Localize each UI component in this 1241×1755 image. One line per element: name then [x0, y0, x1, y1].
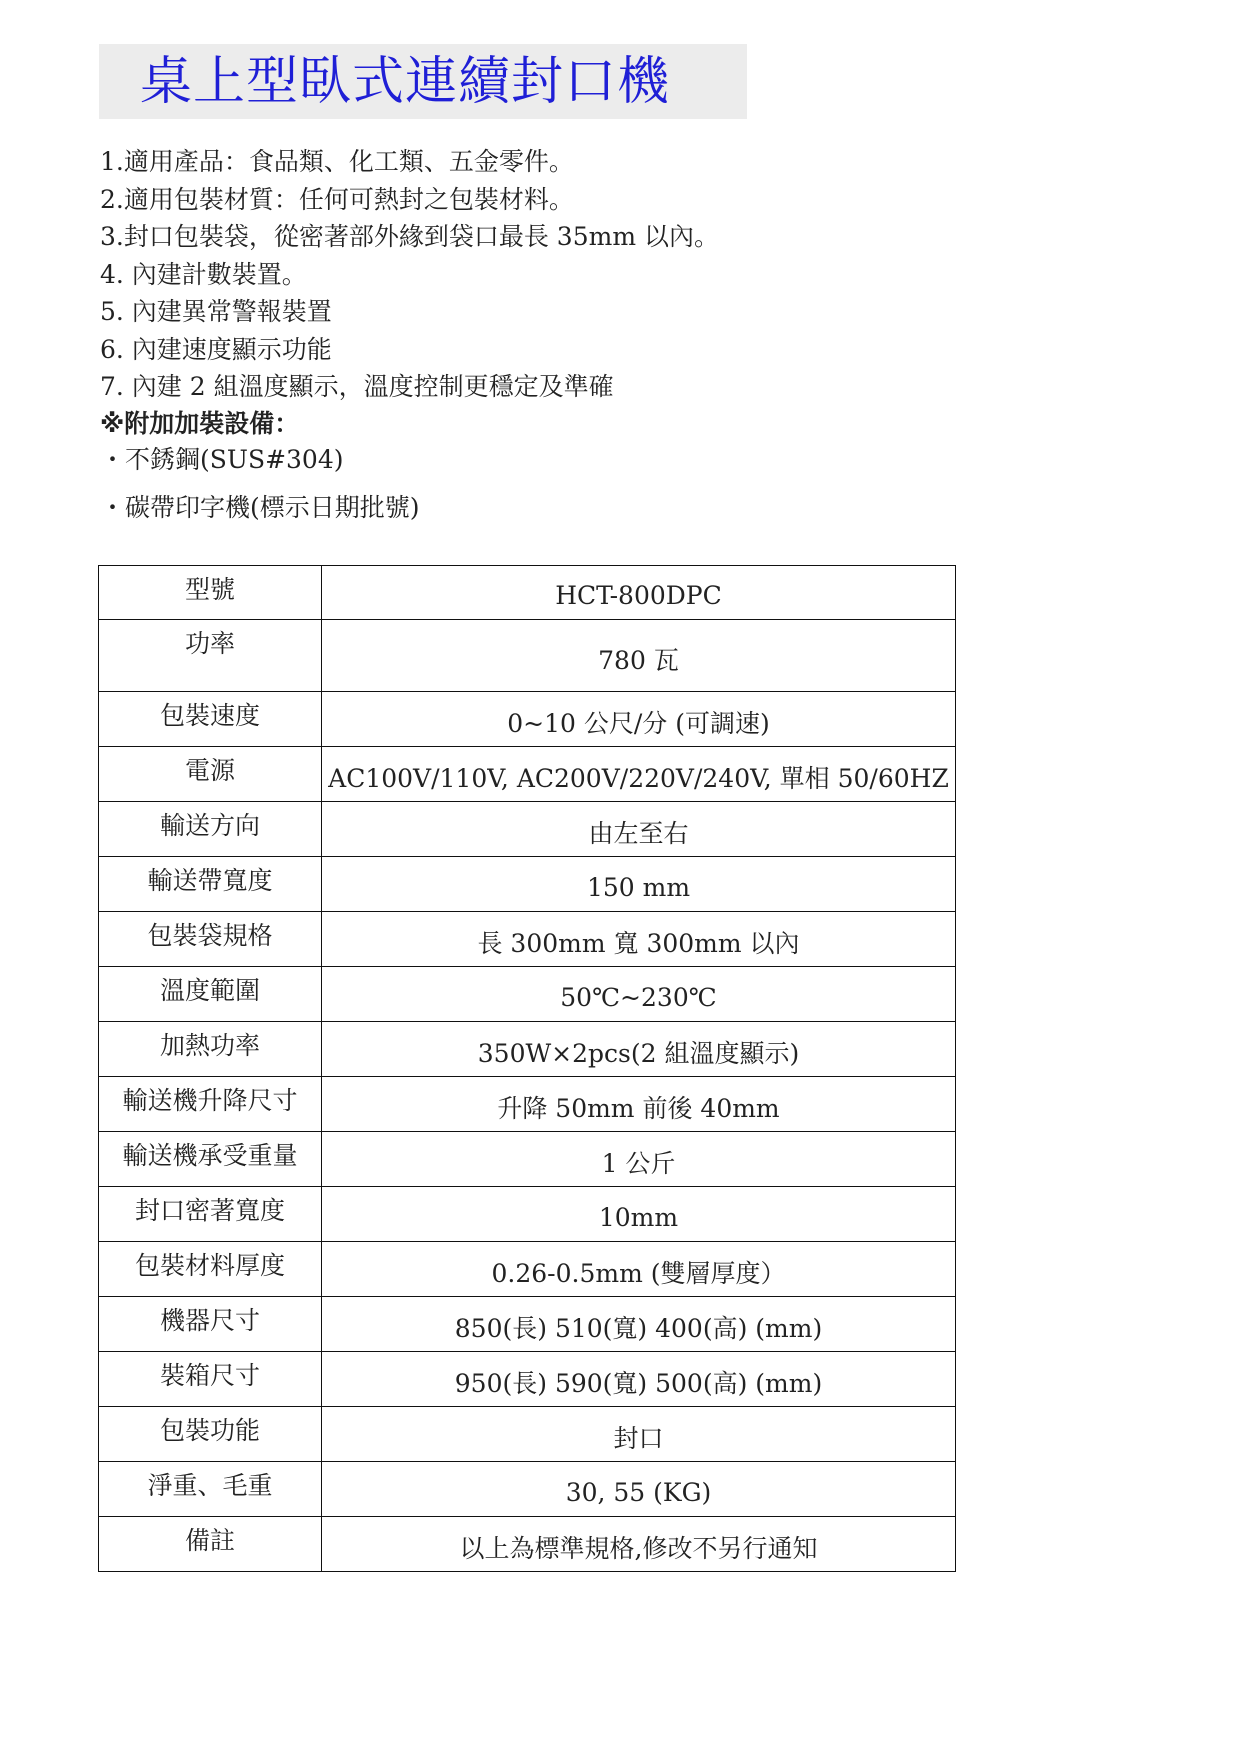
extra-item: ・不銹鋼(SUS#304): [100, 445, 344, 474]
spec-value: 0.26-0.5mm (雙層厚度）: [322, 1242, 956, 1297]
spec-value: 升降 50mm 前後 40mm: [322, 1077, 956, 1132]
table-row: [99, 967, 956, 1022]
table-row: [99, 566, 956, 620]
spec-label: 輸送機承受重量: [99, 1132, 322, 1187]
spec-value: 以上為標準規格,修改不另行通知: [322, 1517, 956, 1572]
table-row: [99, 1297, 956, 1352]
spec-label: 溫度範圍: [99, 967, 322, 1022]
table-row: [99, 620, 956, 692]
spec-table: [98, 565, 956, 1572]
spec-label: 輸送方向: [99, 802, 322, 857]
feature-item: 5. 內建異常警報裝置: [100, 297, 332, 326]
spec-value: 50℃~230℃: [322, 967, 956, 1022]
spec-label: 型號: [99, 566, 322, 620]
spec-value: 30, 55 (KG): [322, 1462, 956, 1517]
feature-item: 2.適用包裝材質：任何可熱封之包裝材料。: [100, 184, 574, 214]
feature-item: 1.適用產品：食品類、化工類、五金零件。: [100, 147, 574, 176]
table-row: [99, 1517, 956, 1572]
spec-value: HCT-800DPC: [322, 566, 956, 620]
table-row: [99, 692, 956, 747]
spec-value: 長 300mm 寬 300mm 以內: [322, 912, 956, 967]
spec-label: 機器尺寸: [99, 1297, 322, 1352]
table-row: [99, 802, 956, 857]
table-row: [99, 1077, 956, 1132]
feature-list: [100, 143, 1100, 406]
spec-value: 850(長) 510(寬) 400(高) (mm): [322, 1297, 956, 1352]
spec-label: 輸送帶寬度: [99, 857, 322, 912]
table-row: [99, 1187, 956, 1242]
feature-item: 6. 內建速度顯示功能: [100, 334, 332, 364]
spec-label: 電源: [99, 747, 322, 802]
spec-label: 包裝速度: [99, 692, 322, 747]
table-row: [99, 1242, 956, 1297]
spec-label: 包裝材料厚度: [99, 1242, 322, 1297]
spec-label: 封口密著寬度: [99, 1187, 322, 1242]
spec-value: 780 瓦: [322, 620, 956, 692]
spec-value: 950(長) 590(寬) 500(高) (mm): [322, 1352, 956, 1407]
table-row: [99, 1132, 956, 1187]
page-title: 桌上型臥式連續封口機: [140, 52, 671, 112]
table-row: [99, 1022, 956, 1077]
spec-value: 350W×2pcs(2 組溫度顯示): [322, 1022, 956, 1077]
spec-label: 裝箱尺寸: [99, 1352, 322, 1407]
spec-value: AC100V/110V, AC200V/220V/240V, 單相 50/60HZ: [322, 747, 956, 802]
table-row: [99, 1462, 956, 1517]
feature-item: 7. 內建 2 組溫度顯示，溫度控制更穩定及準確: [100, 372, 614, 401]
extra-item: ・碳帶印字機(標示日期批號): [100, 493, 420, 522]
extras-heading: ※附加加裝設備：: [100, 409, 300, 438]
table-row: [99, 857, 956, 912]
spec-value: 封口: [322, 1407, 956, 1462]
extras-list: [100, 442, 420, 526]
spec-label: 加熱功率: [99, 1022, 322, 1077]
spec-value: 150 mm: [322, 857, 956, 912]
spec-label: 輸送機升降尺寸: [99, 1077, 322, 1132]
spec-label: 包裝功能: [99, 1407, 322, 1462]
spec-value: 由左至右: [322, 802, 956, 857]
feature-item: 4. 內建計數裝置。: [100, 259, 307, 289]
table-row: [99, 1352, 956, 1407]
spec-label: 備註: [99, 1517, 322, 1572]
spec-value: 1 公斤: [322, 1132, 956, 1187]
spec-value: 0~10 公尺/分 (可調速): [322, 692, 956, 747]
table-row: [99, 747, 956, 802]
spec-label: 包裝袋規格: [99, 912, 322, 967]
table-row: [99, 912, 956, 967]
spec-label: 淨重、毛重: [99, 1462, 322, 1517]
spec-label: 功率: [99, 620, 322, 692]
table-row: [99, 1407, 956, 1462]
spec-value: 10mm: [322, 1187, 956, 1242]
feature-item: 3.封口包裝袋，從密著部外緣到袋口最長 35mm 以內。: [100, 222, 719, 251]
